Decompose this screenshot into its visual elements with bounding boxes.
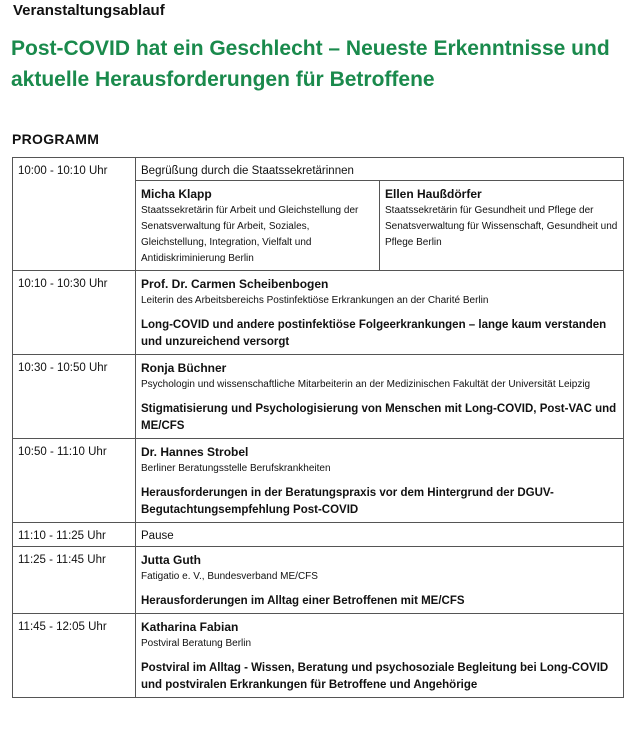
speaker-name: Ronja Büchner (141, 361, 227, 375)
welcome-text: Begrüßung durch die Staatssekretärinnen (141, 165, 354, 177)
speaker-name: Micha Klapp (141, 187, 212, 201)
welcome-cell (136, 158, 624, 181)
time-cell: 11:10 - 11:25 Uhr (13, 523, 136, 547)
time-cell: 10:00 - 10:10 Uhr (13, 158, 136, 271)
speaker-role: Berliner Beratungsstelle Berufskrankheiten (141, 463, 331, 474)
talk-title: Herausforderungen im Alltag einer Betroffenen mit ME/CFS (141, 595, 465, 607)
time-cell: 10:50 - 11:10 Uhr (13, 439, 136, 523)
talk-cell (136, 439, 624, 523)
agenda-table (12, 157, 624, 698)
speaker-role: Postviral Beratung Berlin (141, 638, 252, 649)
talk-cell (136, 614, 624, 698)
pause-cell (136, 523, 624, 547)
speaker-block (136, 181, 379, 270)
agenda-row-welcome (13, 158, 624, 181)
speaker-name: Ellen Haußdörfer (385, 187, 482, 201)
talk-cell (136, 547, 624, 614)
talk-cell (136, 355, 624, 439)
talk-title: Long-COVID und andere postinfektiöse Folgeerkrankungen – lange kaum verstanden und unzureichend versorgt (141, 319, 607, 348)
agenda-row (13, 271, 624, 355)
speaker-name: Jutta Guth (141, 553, 201, 567)
speaker-name: Katharina Fabian (141, 620, 239, 634)
pause-text: Pause (141, 530, 174, 542)
agenda-row (13, 614, 624, 698)
agenda-row-pause (13, 523, 624, 547)
talk-title: Herausforderungen in der Beratungspraxis vor dem Hintergrund der DGUV-Begutachtungsempfehlung Post-COVID (141, 487, 554, 516)
speaker-role: Fatigatio e. V., Bundesverband ME/CFS (141, 571, 318, 582)
speaker-block (379, 181, 623, 270)
speaker-role: Psychologin und wissenschaftliche Mitarbeiterin an der Medizinischen Fakultät der Universität Leipzig (141, 379, 591, 390)
talk-title: Postviral im Alltag - Wissen, Beratung und psychosoziale Begleitung bei Long-COVID und postviralen Erkrankungen für Betroffene und Angehörige (141, 662, 609, 691)
speaker-name: Dr. Hannes Strobel (141, 445, 249, 459)
section-kicker: Veranstaltungsablauf (13, 2, 165, 19)
talk-title: Stigmatisierung und Psychologisierung von Menschen mit Long-COVID, Post-VAC und ME/CFS (141, 403, 617, 432)
time-cell: 10:10 - 10:30 Uhr (13, 271, 136, 355)
agenda-row (13, 547, 624, 614)
agenda-row (13, 439, 624, 523)
talk-cell (136, 271, 624, 355)
time-cell: 11:45 - 12:05 Uhr (13, 614, 136, 698)
speaker-role: Leiterin des Arbeitsbereichs Postinfektiöse Erkrankungen an der Charité Berlin (141, 295, 489, 306)
time-cell: 11:25 - 11:45 Uhr (13, 547, 136, 614)
agenda-row (13, 355, 624, 439)
program-heading: PROGRAMM (12, 131, 100, 147)
speaker-role: Staatssekretärin für Gesundheit und Pflege der Senatsverwaltung für Wissenschaft, Gesundheit und Pflege Berlin (385, 205, 618, 248)
speakers-cell (136, 181, 624, 271)
speaker-name: Prof. Dr. Carmen Scheibenbogen (141, 277, 329, 291)
time-cell: 10:30 - 10:50 Uhr (13, 355, 136, 439)
page-title: Post-COVID hat ein Geschlecht – Neueste Erkenntnisse und aktuelle Herausforderungen für Betroffene (11, 37, 610, 91)
speaker-role: Staatssekretärin für Arbeit und Gleichstellung der Senatsverwaltung für Arbeit, Soziales, Gleichstellung, Integration, Vielfalt und Antidiskriminierung Berlin (141, 205, 359, 264)
